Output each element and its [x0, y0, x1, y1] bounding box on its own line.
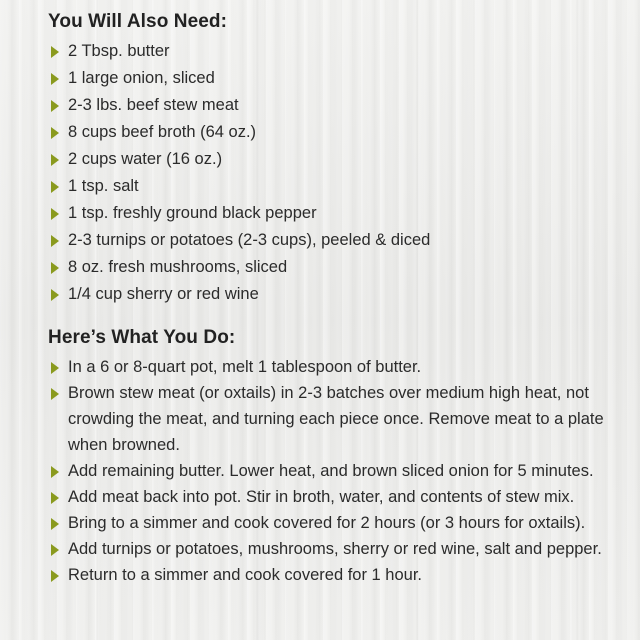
- triangle-bullet-icon: [51, 466, 59, 478]
- triangle-bullet-icon: [51, 73, 59, 85]
- ingredient-text: 1/4 cup sherry or red wine: [68, 285, 259, 303]
- triangle-bullet-icon: [51, 544, 59, 556]
- step-text: Bring to a simmer and cook covered for 2 hours (or 3 hours for oxtails).: [68, 514, 586, 532]
- ingredient-item: [48, 92, 608, 119]
- ingredients-list: [48, 38, 608, 308]
- triangle-bullet-icon: [51, 388, 59, 400]
- step-text: In a 6 or 8-quart pot, melt 1 tablespoon of butter.: [68, 358, 422, 376]
- ingredient-text: 2-3 lbs. beef stew meat: [68, 96, 239, 114]
- ingredient-text: 1 tsp. freshly ground black pepper: [68, 204, 317, 222]
- step-text: Add turnips or potatoes, mushrooms, sherry or red wine, salt and pepper.: [68, 540, 602, 558]
- triangle-bullet-icon: [51, 518, 59, 530]
- ingredient-text: 1 large onion, sliced: [68, 69, 215, 87]
- ingredient-text: 1 tsp. salt: [68, 177, 139, 195]
- step-item: [48, 562, 608, 588]
- ingredient-item: [48, 119, 608, 146]
- triangle-bullet-icon: [51, 100, 59, 112]
- step-item: [48, 510, 608, 536]
- triangle-bullet-icon: [51, 492, 59, 504]
- ingredient-item: [48, 281, 608, 308]
- ingredient-text: 8 cups beef broth (64 oz.): [68, 123, 257, 141]
- ingredient-item: [48, 65, 608, 92]
- ingredient-item: [48, 254, 608, 281]
- step-text: Return to a simmer and cook covered for 1 hour.: [68, 566, 423, 584]
- triangle-bullet-icon: [51, 262, 59, 274]
- ingredient-text: 2 cups water (16 oz.): [68, 150, 223, 168]
- steps-heading: Here’s What You Do:: [48, 327, 236, 348]
- triangle-bullet-icon: [51, 46, 59, 58]
- step-text: Add meat back into pot. Stir in broth, water, and contents of stew mix.: [68, 488, 575, 506]
- steps-list: [48, 354, 608, 588]
- ingredient-item: [48, 38, 608, 65]
- ingredient-text: 2-3 turnips or potatoes (2-3 cups), peeled & diced: [68, 231, 431, 249]
- triangle-bullet-icon: [51, 127, 59, 139]
- triangle-bullet-icon: [51, 181, 59, 193]
- step-item: [48, 484, 608, 510]
- ingredient-text: 2 Tbsp. butter: [68, 42, 170, 60]
- step-item: [48, 536, 608, 562]
- step-item: [48, 458, 608, 484]
- step-text: Add remaining butter. Lower heat, and brown sliced onion for 5 minutes.: [68, 462, 594, 480]
- ingredient-item: [48, 173, 608, 200]
- triangle-bullet-icon: [51, 208, 59, 220]
- recipe-card: [48, 10, 608, 588]
- step-item: [48, 354, 608, 380]
- triangle-bullet-icon: [51, 570, 59, 582]
- triangle-bullet-icon: [51, 154, 59, 166]
- triangle-bullet-icon: [51, 362, 59, 374]
- ingredient-item: [48, 227, 608, 254]
- triangle-bullet-icon: [51, 235, 59, 247]
- ingredient-item: [48, 200, 608, 227]
- ingredient-text: 8 oz. fresh mushrooms, sliced: [68, 258, 288, 276]
- triangle-bullet-icon: [51, 289, 59, 301]
- ingredients-heading: You Will Also Need:: [48, 11, 228, 32]
- step-text: Brown stew meat (or oxtails) in 2-3 batches over medium high heat, not crowding the meat, and turning each piece once. Remove meat to a plate when browned.: [68, 384, 604, 454]
- ingredient-item: [48, 146, 608, 173]
- step-item: [48, 380, 608, 458]
